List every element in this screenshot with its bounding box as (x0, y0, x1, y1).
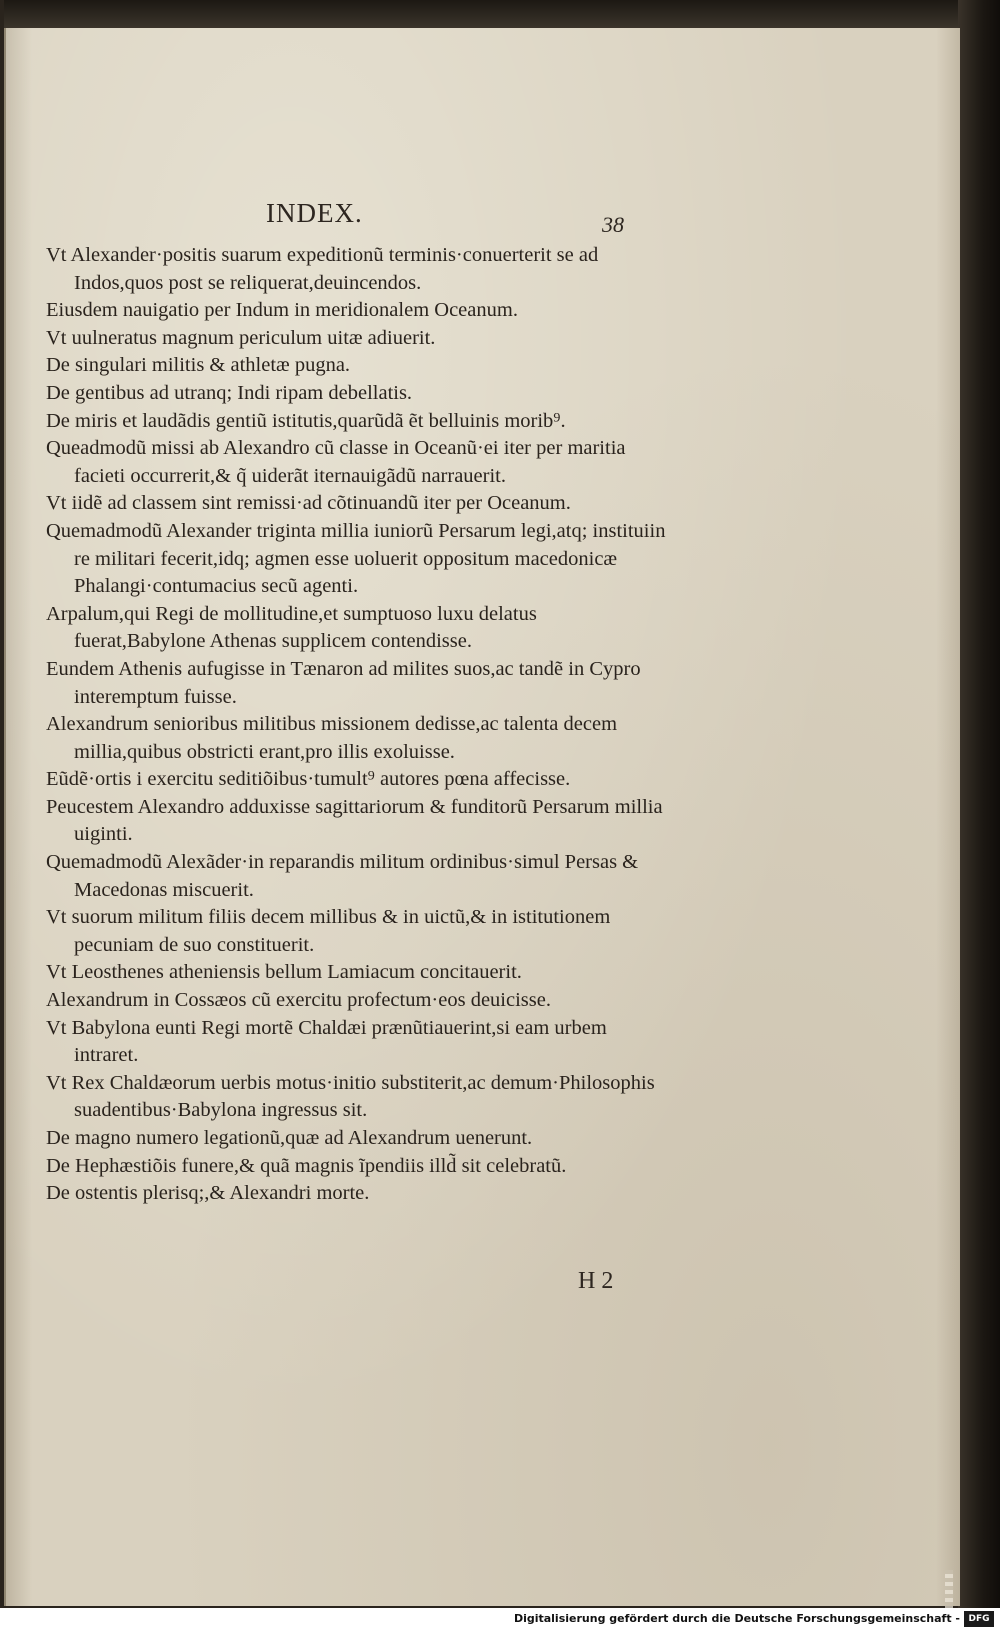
digitization-footer (0, 1608, 1000, 1631)
running-head: INDEX. (266, 198, 363, 228)
index-entry: Peucestem Alexandro adduxisse sagittariorum & funditorũ Persarum millia uiginti. (46, 795, 663, 846)
index-entry: Vt Babylona eunti Regi mortẽ Chaldæi prænũtiauerint,si eam urbem intraret. (46, 1016, 607, 1067)
book-fore-edge (958, 0, 1000, 1608)
index-entry: Eũdẽ·ortis i exercitu seditiõibus·tumult⁹ autores pœna affecisse. (46, 768, 571, 791)
page-edge-strip (945, 1570, 953, 1608)
dfg-logo-icon: DFG (964, 1611, 994, 1627)
index-entry: Vt suorum militum filiis decem millibus & in uictũ,& in istitutionem pecuniam de suo constituerit. (46, 906, 611, 956)
index-entry: Quemadmodũ Alexãder·in reparandis militum ordinibus·simul Persas & Macedonas miscuerit. (46, 851, 639, 901)
index-entry: De singulari militis & athletæ pugna. (46, 354, 351, 377)
index-entry: Vt uulneratus magnum periculum uitæ adiuerit. (46, 326, 436, 349)
index-entry: Vt Leosthenes atheniensis bellum Lamiacum concitauerit. (46, 961, 522, 984)
index-entry: Vt iidẽ ad classem sint remissi·ad cõtinuandũ iter per Oceanum. (46, 492, 571, 515)
index-entry: Vt Alexander·positis suarum expeditionũ terminis·conuerterit se ad Indos,quos post se reliquerat,deuincendos. (46, 244, 599, 294)
funding-credit: Digitalisierung gefördert durch die Deutsche Forschungsgemeinschaft - (513, 1612, 960, 1625)
index-entry: De gentibus ad utranq; Indi ripam debellatis. (46, 381, 413, 404)
index-entry: Arpalum,qui Regi de mollitudine,et sumptuoso luxu delatus fuerat,Babylone Athenas supplicem contendisse. (46, 602, 537, 653)
index-list (46, 242, 666, 1208)
quire-signature: H 2 (578, 1268, 614, 1294)
index-entry: Quemadmodũ Alexander triginta millia iuniorũ Persarum legi,atq; instituiin re militari fecerit,idq; agmen esse uoluerit oppositum macedonicæ Phalangi·contumacius secũ agenti. (46, 519, 666, 598)
index-entry: Eiusdem nauigatio per Indum in meridionalem Oceanum. (46, 299, 518, 322)
scan-top-edge (4, 0, 958, 28)
index-entry: Queadmodũ missi ab Alexandro cũ classe in Oceanũ·ei iter per maritia facieti occurrerit,& q̃ uiderãt iternauigãdũ narrauerit. (46, 437, 626, 487)
index-entry: Alexandrum in Cossæos cũ exercitu profectum·eos deuicisse. (46, 989, 551, 1012)
index-entry: De miris et laudãdis gentiũ istitutis,quarũdã ẽt belluinis morib⁹. (46, 409, 566, 432)
index-entry: De ostentis plerisq;,& Alexandri morte. (46, 1182, 370, 1205)
folio-number: 38 (602, 212, 624, 237)
index-entry: De magno numero legationũ,quæ ad Alexandrum uenerunt. (46, 1127, 533, 1149)
index-entry: De Hephæstiõis funere,& quã magnis ĩpendiis illd̃ sit celebratũ. (46, 1154, 567, 1177)
index-entry: Alexandrum senioribus militibus missionem dedisse,ac talenta decem millia,quibus obstricti erant,pro illis exoluisse. (46, 713, 618, 763)
index-entry: Eundem Athenis aufugisse in Tænaron ad milites suos,ac tandẽ in Cypro interemptum fuisse. (46, 657, 641, 708)
index-entry: Vt Rex Chaldæorum uerbis motus·initio substiterit,ac demum·Philosophis suadentibus·Babylona ingressus sit. (46, 1071, 655, 1122)
